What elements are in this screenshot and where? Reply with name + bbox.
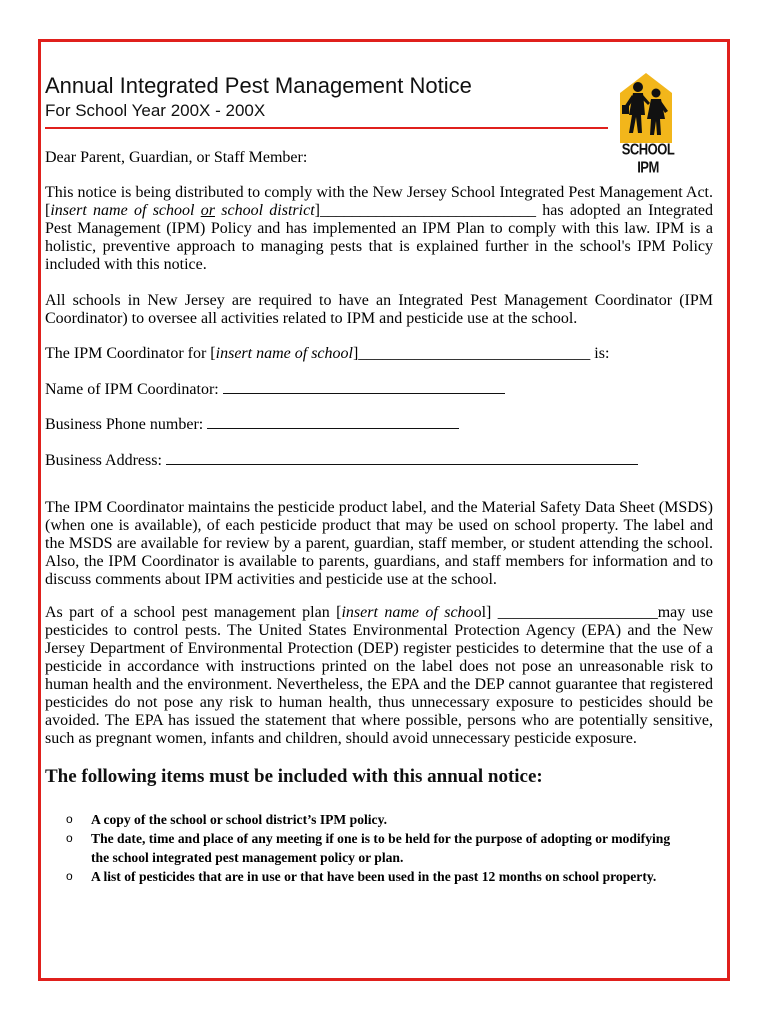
bullet-icon: o — [66, 831, 73, 845]
requirement-text: The date, time and place of any meeting if one is to be held for the purpose of adopting or modifying the school integrated pest management policy or plan. — [91, 831, 671, 865]
business-phone-blank[interactable] — [207, 416, 459, 429]
page-subtitle: For School Year 200X - 200X — [45, 101, 266, 120]
business-address-label: Business Address: — [45, 452, 162, 469]
intro-text-b: ]___________________________ has adopted an Integrated Pest Management (IPM) Policy and has implemented an IPM Plan to comply with this law. IPM is a holistic, preventive approach to managing pests that is explained further in the school's IPM Policy included with this notice. — [45, 202, 713, 273]
business-address-field — [45, 452, 713, 470]
title-rule — [45, 127, 608, 129]
page-title: Annual Integrated Pest Management Notice — [45, 73, 472, 98]
requirement-text: A copy of the school or school district’s IPM policy. — [91, 812, 388, 827]
coordinator-placeholder: insert name of school — [215, 345, 353, 362]
intro-placeholder-or: or — [200, 202, 215, 219]
requirements-list — [66, 810, 686, 886]
pesticide-text-b: ol] ____________________may use pesticides to control pests. The United States Environmental Protection Agency (EPA) and the New Jersey Department of Environmental Protection (DEP) register pesticides to determine that the use of a pesticide in accordance with instructions printed on the label does not pose an unreasonable risk to human health and the environment. Nevertheless, the EPA and the DEP cannot guarantee that registered pesticides do not pose any risk to human health, thus unnecessary exposure to pesticides should be avoided. The EPA has issued the statement that where possible, persons who are potentially sensitive, such as pregnant women, infants and children, should avoid unnecessary pesticide exposure. — [45, 604, 714, 747]
intro-placeholder-district: school district — [214, 202, 315, 219]
bullet-icon: o — [66, 812, 73, 826]
greeting: Dear Parent, Guardian, or Staff Member: — [45, 149, 308, 166]
coordinator-name-field — [45, 381, 713, 399]
coordinator-name-blank[interactable] — [223, 381, 505, 394]
notice-header — [45, 72, 605, 122]
intro-paragraph — [45, 184, 713, 274]
pesticide-placeholder: insert name of scho — [341, 604, 474, 621]
coordinator-requirement-paragraph: All schools in New Jersey are required to have an Integrated Pest Management Coordinator (IPM Coordinator) to oversee all activities related to IPM and pesticide use at the school. — [45, 292, 713, 327]
bullet-icon: o — [66, 869, 73, 883]
coordinator-text-b: ]_____________________________ is: — [352, 345, 610, 362]
list-item — [66, 829, 686, 867]
coordinator-duties-paragraph: The IPM Coordinator maintains the pesticide product label, and the Material Safety Data Sheet (MSDS) (when one is available), of each pesticide product that may be used on school property. The label and the MSDS are available for review by a parent, guardian, staff member, or student attending the school. Also, the IPM Coordinator is available to parents, guardians, and staff members for information and to discuss comments about IPM activities and pesticide use at the school. — [45, 499, 713, 588]
business-address-blank[interactable] — [166, 452, 638, 465]
list-item — [66, 810, 686, 829]
intro-text-a: This notice is being distributed to comply with the New Jersey School Integrated Pest Management Act. [ — [45, 184, 713, 219]
pesticide-text-a: As part of a school pest management plan [ — [45, 604, 342, 621]
business-phone-field — [45, 416, 713, 434]
pesticide-use-paragraph — [45, 604, 713, 748]
list-item — [66, 867, 686, 886]
coordinator-line — [45, 345, 713, 363]
coordinator-name-label: Name of IPM Coordinator: — [45, 381, 219, 398]
intro-placeholder-school: insert name of school — [50, 202, 201, 219]
coordinator-text-a: The IPM Coordinator for [ — [45, 345, 216, 362]
requirements-heading: The following items must be included with this annual notice: — [45, 766, 543, 787]
requirement-text: A list of pesticides that are in use or that have been used in the past 12 months on school property. — [91, 869, 657, 884]
logo-text: SCHOOL IPM — [621, 140, 675, 176]
business-phone-label: Business Phone number: — [45, 416, 204, 433]
